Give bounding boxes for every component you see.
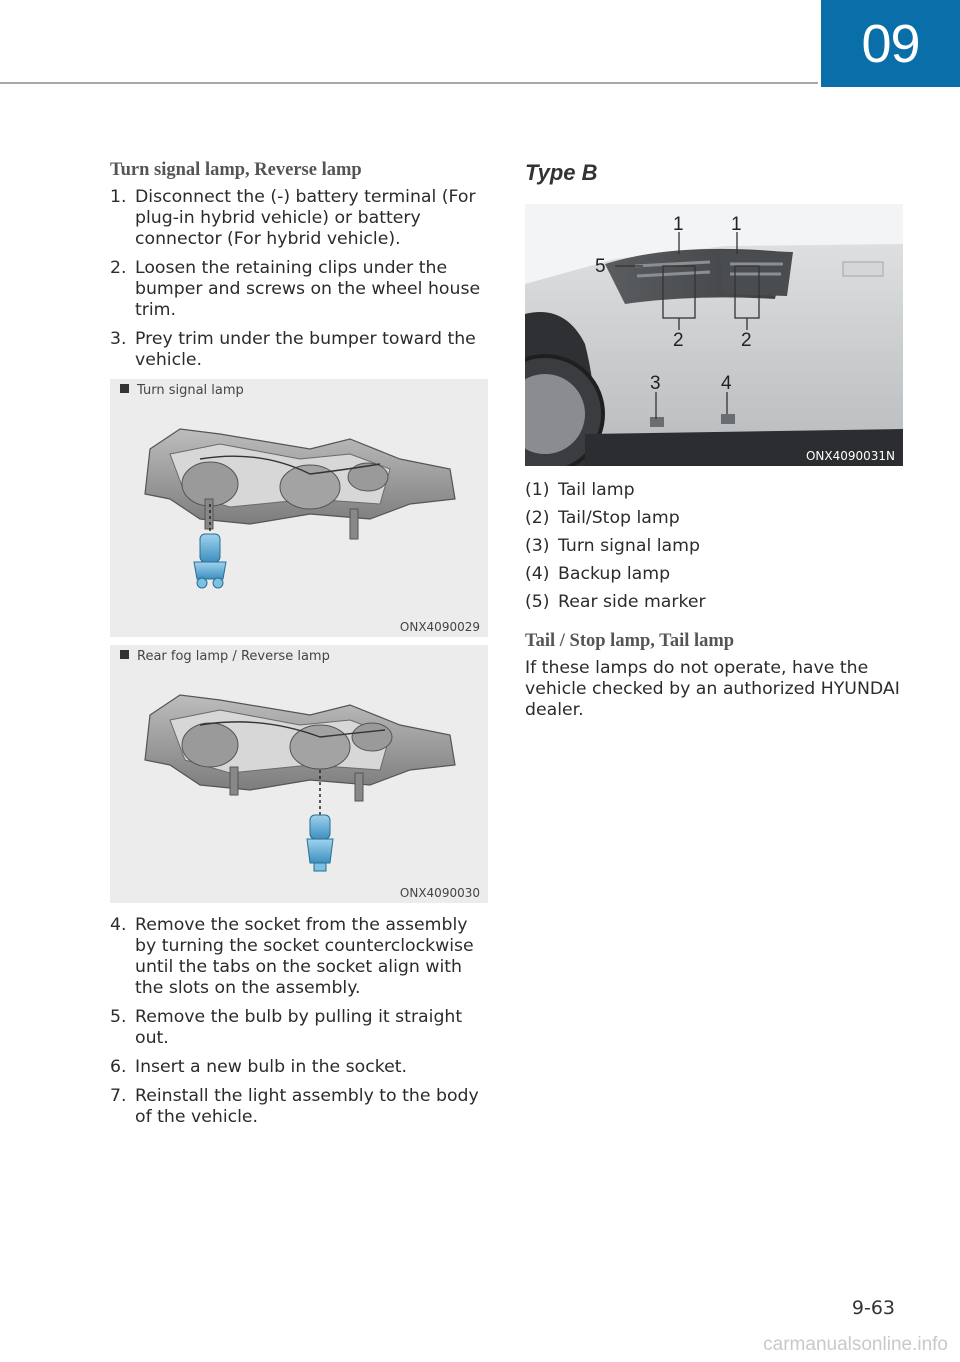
step-item: 7. Reinstall the light assembly to the body of the vehicle. xyxy=(110,1086,479,1127)
step-item: 4. Remove the socket from the assembly by turning the socket counterclockwise until the tabs on the socket align with the slots on the assembly. xyxy=(110,915,474,998)
photo-callout: 2 xyxy=(741,330,752,351)
watermark-text: carmanualsonline.info xyxy=(763,1334,948,1355)
step-item: 3. Prey trim under the bumper toward the vehicle. xyxy=(110,329,476,370)
legend-item: (5) Rear side marker xyxy=(525,592,706,612)
legend-item: (3) Turn signal lamp xyxy=(525,536,700,556)
header-rule xyxy=(0,82,818,84)
bullet-square-icon xyxy=(120,384,129,393)
right-column xyxy=(525,160,903,721)
photo-callout: 2 xyxy=(673,330,684,351)
lamp-assembly-illustration xyxy=(110,645,488,903)
section-heading: Tail / Stop lamp, Tail lamp xyxy=(525,631,735,651)
photo-callout: 1 xyxy=(673,214,684,235)
section-heading: Turn signal lamp, Reverse lamp xyxy=(110,160,362,180)
legend-item: (4) Backup lamp xyxy=(525,564,671,584)
photo-callout: 1 xyxy=(731,214,742,235)
legend-item: (1) Tail lamp xyxy=(525,480,635,500)
chapter-number: 09 xyxy=(861,13,920,74)
left-column xyxy=(110,160,488,1136)
type-heading: Type B xyxy=(525,160,598,185)
body-paragraph: If these lamps do not operate, have the vehicle checked by an authorized HYUNDAI dealer. xyxy=(525,658,900,720)
rear-vehicle-illustration xyxy=(525,204,903,466)
steps-list-a xyxy=(110,187,488,371)
steps-list-b xyxy=(110,915,488,1128)
rear-lamp-photo xyxy=(525,204,903,466)
bullet-square-icon xyxy=(120,650,129,659)
figure-rear-fog-reverse-lamp xyxy=(110,645,488,903)
photo-callout: 5 xyxy=(595,256,606,277)
legend-item: (2) Tail/Stop lamp xyxy=(525,508,680,528)
figure-code: ONX4090029 xyxy=(399,620,480,634)
step-item: 1. Disconnect the (-) battery terminal (For plug-in hybrid vehicle) or battery connector (For hybrid vehicle). xyxy=(110,187,476,249)
figure-turn-signal-lamp xyxy=(110,379,488,637)
step-item: 6. Insert a new bulb in the socket. xyxy=(110,1057,408,1077)
step-item: 2. Loosen the retaining clips under the bumper and screws on the wheel house trim. xyxy=(110,258,481,320)
chapter-tab xyxy=(821,0,960,87)
photo-code: ONX4090031N xyxy=(805,449,895,463)
lamp-assembly-illustration xyxy=(110,379,488,637)
photo-callout: 4 xyxy=(721,373,732,394)
figure-code: ONX4090030 xyxy=(399,886,480,900)
legend-list xyxy=(525,480,903,613)
step-item: 5. Remove the bulb by pulling it straight out. xyxy=(110,1007,463,1048)
page-number: 9-63 xyxy=(851,1297,895,1319)
figure-caption: Rear fog lamp / Reverse lamp xyxy=(120,649,330,664)
figure-caption: Turn signal lamp xyxy=(120,383,244,398)
photo-callout: 3 xyxy=(650,373,661,394)
